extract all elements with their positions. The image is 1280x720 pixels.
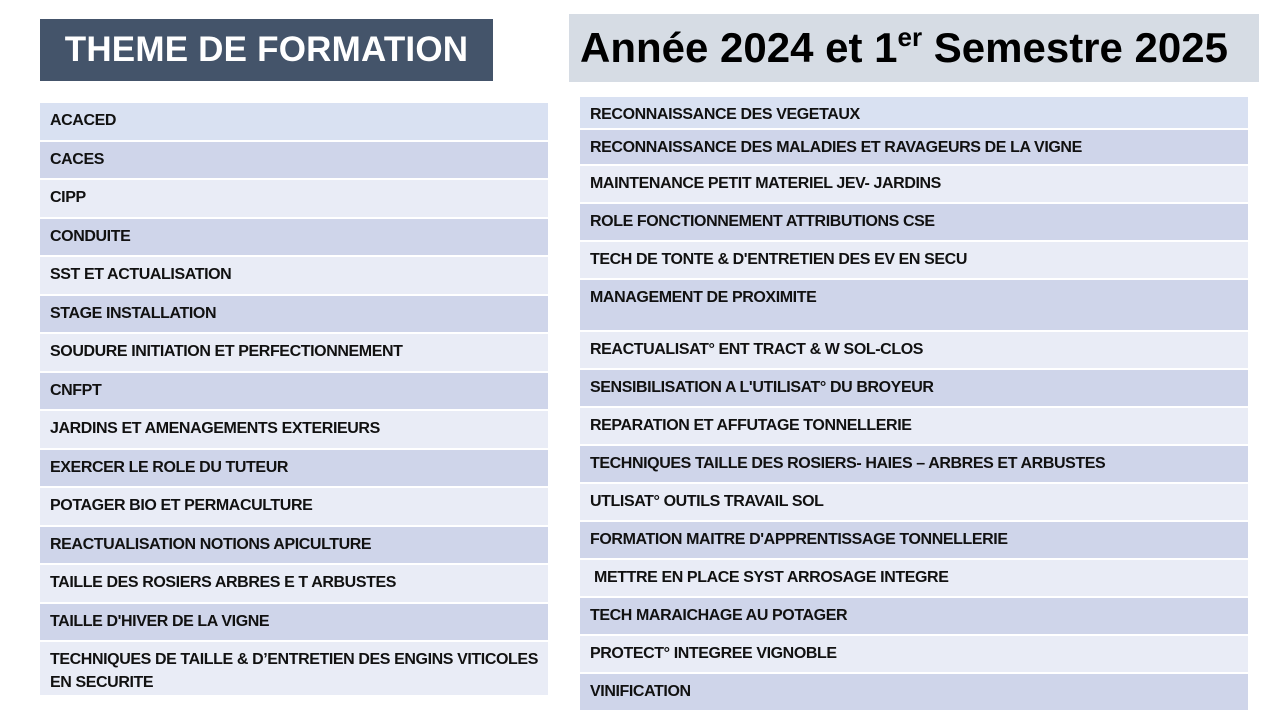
period-title-superscript: er [897, 22, 923, 52]
list-item: REACTUALISAT° ENT TRACT & W SOL-CLOS [580, 332, 1248, 370]
list-item: SST ET ACTUALISATION [40, 257, 548, 296]
list-item: CIPP [40, 180, 548, 219]
list-item: TAILLE DES ROSIERS ARBRES E T ARBUSTES [40, 565, 548, 604]
list-item: SENSIBILISATION A L'UTILISAT° DU BROYEUR [580, 370, 1248, 408]
list-item: MAINTENANCE PETIT MATERIEL JEV- JARDINS [580, 166, 1248, 204]
list-item: VINIFICATION [580, 674, 1248, 712]
period-title [569, 14, 1259, 82]
list-item: TECHNIQUES DE TAILLE & D’ENTRETIEN DES ENGINS VITICOLES EN SECURITE [40, 642, 548, 697]
list-item: REACTUALISATION NOTIONS APICULTURE [40, 527, 548, 565]
period-title-main: Année 2024 et 1 [580, 24, 898, 71]
list-item: FORMATION MAITRE D'APPRENTISSAGE TONNELLERIE [580, 522, 1248, 560]
list-item: TECH DE TONTE & D'ENTRETIEN DES EV EN SECU [580, 242, 1248, 280]
list-item: RECONNAISSANCE DES MALADIES ET RAVAGEURS DE LA VIGNE [580, 130, 1248, 166]
list-item: CNFPT [40, 373, 548, 411]
list-item: UTLISAT° OUTILS TRAVAIL SOL [580, 484, 1248, 522]
list-item: EXERCER LE ROLE DU TUTEUR [40, 450, 548, 488]
list-item: MANAGEMENT DE PROXIMITE [580, 280, 1248, 332]
list-item: TECH MARAICHAGE AU POTAGER [580, 598, 1248, 636]
right-training-list [580, 97, 1248, 712]
list-item: TAILLE D'HIVER DE LA VIGNE [40, 604, 548, 642]
list-item: PROTECT° INTEGREE VIGNOBLE [580, 636, 1248, 674]
list-item: CONDUITE [40, 219, 548, 257]
list-item: METTRE EN PLACE SYST ARROSAGE INTEGRE [580, 560, 1248, 598]
list-item: ROLE FONCTIONNEMENT ATTRIBUTIONS CSE [580, 204, 1248, 242]
list-item: RECONNAISSANCE DES VEGETAUX [580, 97, 1248, 130]
list-item: ACACED [40, 103, 548, 142]
list-item: TECHNIQUES TAILLE DES ROSIERS- HAIES – ARBRES ET ARBUSTES [580, 446, 1248, 484]
list-item: SOUDURE INITIATION ET PERFECTIONNEMENT [40, 334, 548, 373]
theme-title: THEME DE FORMATION [40, 19, 493, 81]
period-title-end: Semestre 2025 [922, 24, 1228, 71]
list-item: STAGE INSTALLATION [40, 296, 548, 334]
list-item: POTAGER BIO ET PERMACULTURE [40, 488, 548, 527]
list-item: REPARATION ET AFFUTAGE TONNELLERIE [580, 408, 1248, 446]
list-item: CACES [40, 142, 548, 180]
list-item: JARDINS ET AMENAGEMENTS EXTERIEURS [40, 411, 548, 450]
left-training-list [40, 103, 548, 697]
